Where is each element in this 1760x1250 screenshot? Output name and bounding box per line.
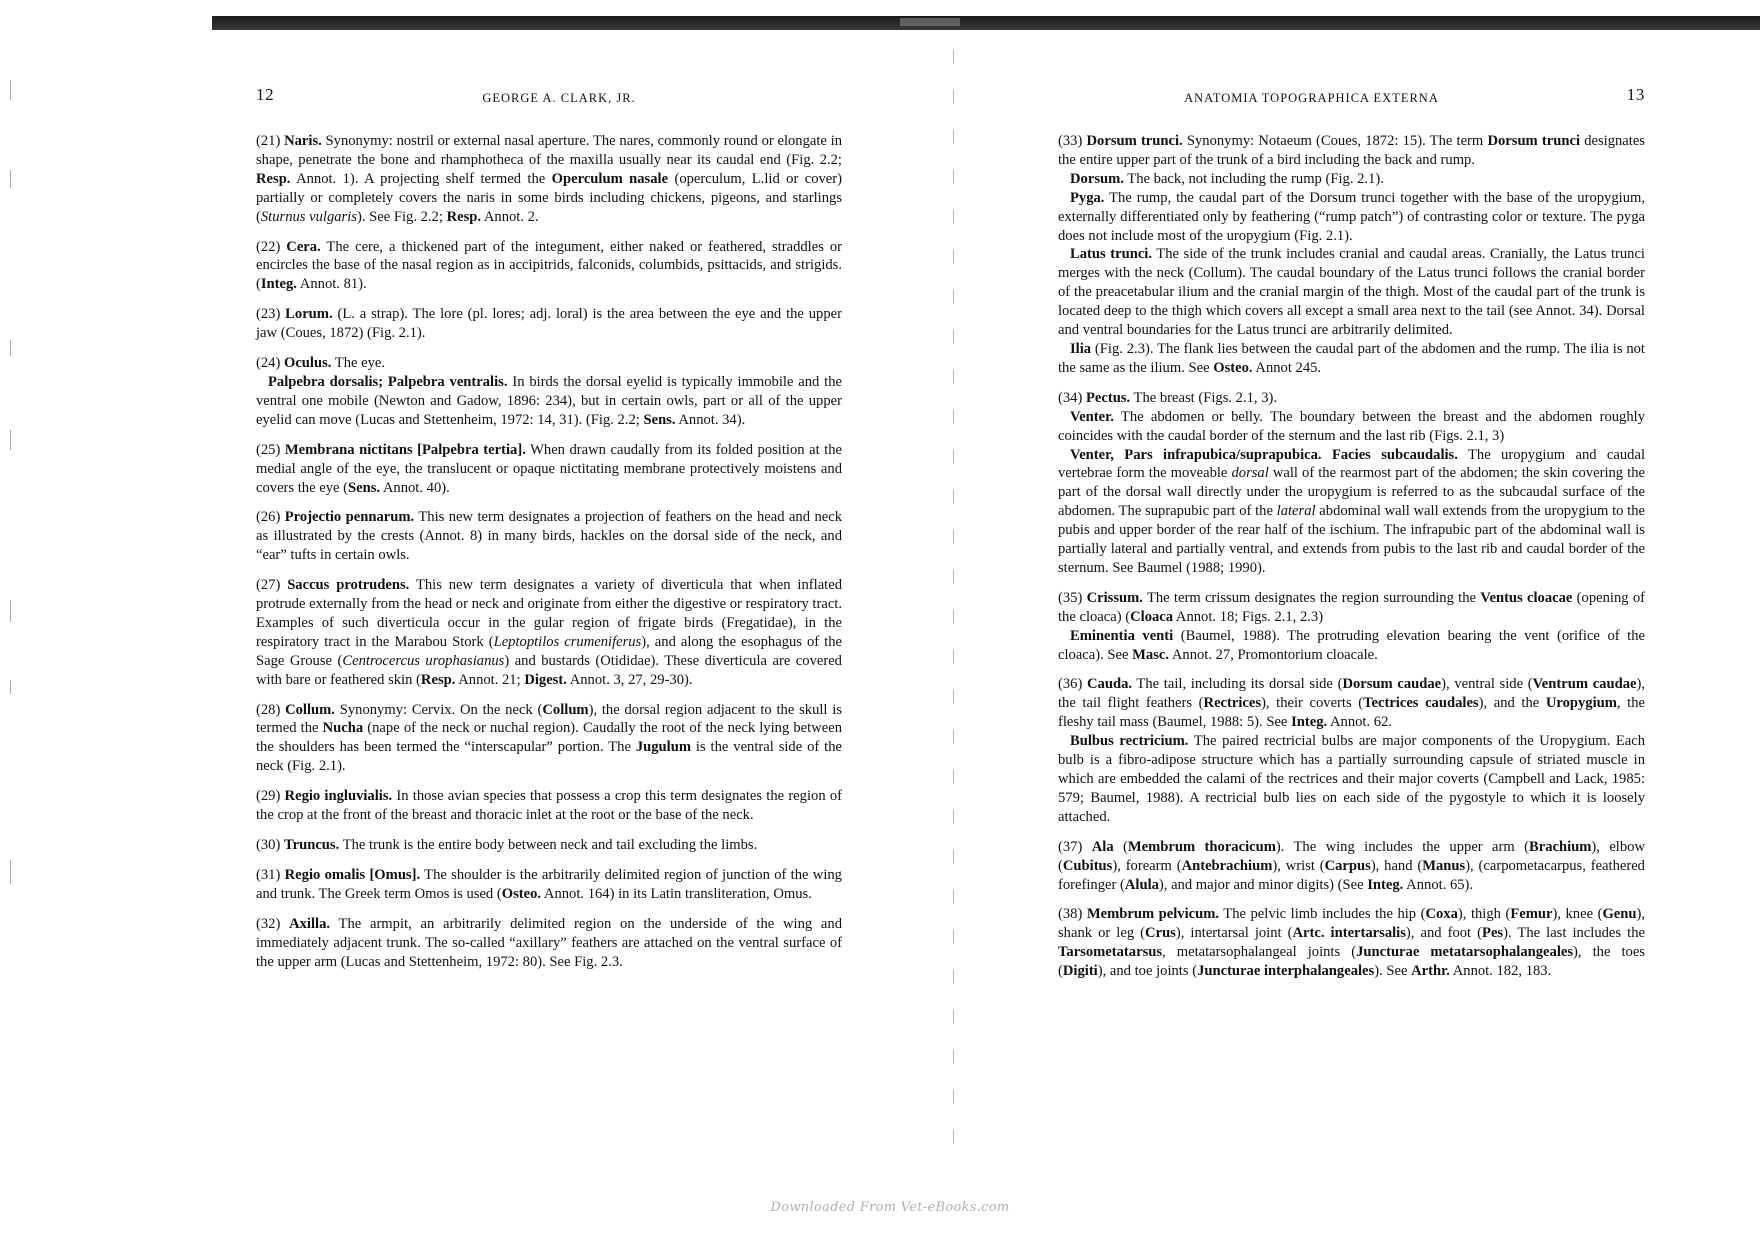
right-page-header (1058, 86, 1645, 108)
entry-paragraph: (22) Cera. The cere, a thickened part of the integument, either naked or feathered, straddles or encircles the base of the nasal region as in accipitrids, falconids, columbids, psittacids, and strigids. (Integ. Annot. 81). (256, 238, 842, 293)
entry-paragraph: (37) Ala (Membrum thoracicum). The wing includes the upper arm (Brachium), elbow (Cubitus), forearm (Antebrachium), wrist (Carpus), hand (Manus), (carpometacarpus, feathered forefinger (Alula), and major and minor digits) (See Integ. Annot. 65). (1058, 838, 1645, 893)
entry-paragraph: (36) Cauda. The tail, including its dorsal side (Dorsum caudae), ventral side (Ventrum caudae), the tail flight feathers (Rectrices), their coverts (Tectrices caudales), and the Uropygium, the fleshy tail mass (Baumel, 1988: 5). See Integ. Annot. 62. (1058, 676, 1645, 731)
entry-subterm-paragraph: Palpebra dorsalis; Palpebra ventralis. In birds the dorsal eyelid is typically immobile and the ventral one mobile (Newton and Gadow, 1896: 234), but in certain owls, part or all of the upper eyelid can move (Lucas and Stettenheim, 1972: 14, 31). (Fig. 2.2; Sens. Annot. 34). (256, 373, 842, 428)
scan-edge-marks (10, 80, 14, 1080)
entry-paragraph: (38) Membrum pelvicum. The pelvic limb includes the hip (Coxa), thigh (Femur), knee (Genu), shank or leg (Crus), intertarsal joint (Artc. intertarsalis), and foot (Pes). The last includes the Tarsometatarsus, metatarsophalangeal joints (Juncturae metatarsophalangeales), the toes (Digiti), and toe joints (Juncturae interphalangeales). See Arthr. Annot. 182, 183. (1058, 906, 1646, 980)
entry-subterm-paragraph: Venter, Pars infrapubica/suprapubica. Facies subcaudalis. The uropygium and caudal vertebrae form the moveable dorsal wall of the rearmost part of the abdomen; the skin covering the part of the dorsal wall directly under the uropygium is referred to as the subcaudal surface of the abdomen. The suprapubic part of the lateral abdominal wall wall extends from the uropygium to the pubis and upper border of the rear half of the ischium. The infrapubic part of the abdominal wall is partially lateral and partially ventral, and extends from pubis to the last rib and caudal border of the sternum. See Baumel (1988; 1990). (1058, 446, 1646, 576)
page-number: 13 (1626, 85, 1645, 104)
glossary-entry (256, 787, 842, 825)
entry-paragraph: (23) Lorum. (L. a strap). The lore (pl. lores; adj. loral) is the area between the eye and the upper jaw (Coues, 1872) (Fig. 2.1). (256, 306, 842, 342)
glossary-entry (256, 866, 842, 904)
glossary-entry (256, 132, 842, 227)
glossary-entry (256, 441, 842, 498)
glossary-entry (1058, 132, 1645, 378)
entry-paragraph: (34) Pectus. The breast (Figs. 2.1, 3). (1058, 389, 1278, 406)
glossary-entry (1058, 389, 1645, 578)
download-watermark: Downloaded From Vet-eBooks.com (770, 1200, 1010, 1215)
entry-paragraph: (28) Collum. Synonymy: Cervix. On the neck (Collum), the dorsal region adjacent to the skull is termed the Nucha (nape of the neck or nuchal region). Caudally the root of the neck lying between the shoulders has been termed the “interscapular” portion. The Jugulum is the ventral side of the neck (Fig. 2.1). (256, 701, 842, 775)
scan-top-bar (212, 16, 1760, 30)
entry-paragraph: (35) Crissum. The term crissum designates the region surrounding the Ventus cloacae (opening of the cloaca) (Cloaca Annot. 18; Figs. 2.1, 2.3) (1058, 589, 1645, 625)
entry-paragraph: (27) Saccus protrudens. This new term designates a variety of diverticula that when inflated protrude externally from the head or neck and originate from either the digestive or respiratory tract. Examples of such diverticula occur in the gular region of frigate birds (Fregatidae), in the respiratory tract in the Marabou Stork (Leptoptilos crumeniferus), and along the esophagus of the Sage Grouse (Centrocercus urophasianus) and bustards (Otididae). These diverticula are covered with bare or feathered skin (Resp. Annot. 21; Digest. Annot. 3, 27, 29-30). (256, 577, 843, 688)
glossary-entry (256, 915, 842, 972)
glossary-entry (1058, 905, 1645, 981)
left-page-entries (256, 132, 842, 971)
page-number: 12 (256, 85, 275, 104)
glossary-entry (256, 305, 842, 343)
glossary-entry (1058, 675, 1645, 826)
glossary-entry (256, 508, 842, 565)
entry-subterm-paragraph: Dorsum. The back, not including the rump (Fig. 2.1). (1070, 170, 1384, 187)
left-page (256, 86, 842, 982)
running-head: ANATOMIA TOPOGRAPHICA EXTERNA (1184, 91, 1439, 105)
right-page-entries (1058, 132, 1645, 981)
scan-top-bar-highlight (900, 18, 960, 26)
entry-paragraph: (32) Axilla. The armpit, an arbitrarily delimited region on the underside of the wing and immediately adjacent trunk. The so-called “axillary” feathers are attached on the ventral surface of the upper arm (Lucas and Stettenheim, 1972: 80). See Fig. 2.3. (256, 915, 842, 970)
entry-subterm-paragraph: Pyga. The rump, the caudal part of the Dorsum trunci together with the base of the uropygium, externally differentiated only by feathering (“rump patch”) of contrasting color or texture. The pyga does not include most of the uropygium (Fig. 2.1). (1058, 189, 1645, 244)
glossary-entry (256, 576, 842, 689)
entry-subterm-paragraph: Bulbus rectricium. The paired rectricial bulbs are major components of the Uropygium. Each bulb is a fibro-adipose structure which has a partially surrounding capsule of striated muscle in which are embedded the calami of the rectrices and their major coverts (Campbell and Lack, 1985: 579; Baumel, 1988). A rectricial bulb lies on each side of the pygostyle to which it is loosely attached. (1058, 733, 1645, 825)
entry-paragraph: (25) Membrana nictitans [Palpebra tertia]. When drawn caudally from its folded position at the medial angle of the eye, the translucent or opaque nictitating membrane protectively moistens and covers the eye (Sens. Annot. 40). (256, 441, 842, 496)
right-page (1058, 86, 1645, 992)
entry-paragraph: (33) Dorsum trunci. Synonymy: Notaeum (Coues, 1872: 15). The term Dorsum trunci designates the entire upper part of the trunk of a bird including the back and rump. (1058, 133, 1645, 168)
entry-paragraph: (29) Regio ingluvialis. In those avian species that possess a crop this term designates the region of the crop at the front of the breast and thoracic inlet at the root or the base of the neck. (256, 788, 842, 824)
entry-paragraph: (26) Projectio pennarum. This new term designates a projection of feathers on the head and neck as illustrated by the crests (Annot. 8) in many birds, hackles on the dorsal side of the neck, and “ear” tufts in certain owls. (256, 509, 842, 564)
entry-subterm-paragraph: Ilia (Fig. 2.3). The flank lies between the caudal part of the abdomen and the rump. The ilia is not the same as the ilium. See Osteo. Annot 245. (1058, 340, 1645, 376)
entry-subterm-paragraph: Latus trunci. The side of the trunk includes cranial and caudal areas. Cranially, the Latus trunci merges with the neck (Collum). The caudal boundary of the Latus trunci follows the cranial border of the preacetabular ilium and the cranial margin of the thigh. Most of the caudal part of the trunk is located deep to the thigh which covers all except a small area next to the tail (see Annot. 34). Dorsal and ventral boundaries for the Latus trunci are arbitrarily delimited. (1058, 246, 1645, 339)
glossary-entry (256, 836, 842, 855)
book-gutter (953, 50, 954, 1160)
entry-paragraph: (31) Regio omalis [Omus]. The shoulder is the arbitrarily delimited region of junction of the wing and trunk. The Greek term Omos is used (Osteo. Annot. 164) in its Latin transliteration, Omus. (256, 866, 842, 902)
glossary-entry (1058, 838, 1645, 895)
running-head: GEORGE A. CLARK, JR. (482, 91, 636, 105)
glossary-entry (256, 238, 842, 295)
glossary-entry (256, 354, 842, 430)
left-page-header (256, 86, 842, 108)
entry-subterm-paragraph: Eminentia venti (Baumel, 1988). The protruding elevation bearing the vent (orifice of the cloaca). See Masc. Annot. 27, Promontorium cloacale. (1058, 627, 1645, 663)
entry-paragraph: (30) Truncus. The trunk is the entire body between neck and tail excluding the limbs. (256, 837, 758, 853)
glossary-entry (1058, 589, 1645, 665)
glossary-entry (256, 701, 842, 777)
entry-paragraph: (24) Oculus. The eye. (256, 355, 386, 372)
entry-paragraph: (21) Naris. Synonymy: nostril or external nasal aperture. The nares, commonly round or elongate in shape, penetrate the bone and rhamphotheca of the maxilla usually near its caudal end (Fig. 2.2; Resp. Annot. 1). A projecting shelf termed the Operculum nasale (operculum, L.lid or cover) partially or completely covers the naris in some birds including chickens, pigeons, and starlings (Sturnus vulgaris). See Fig. 2.2; Resp. Annot. 2. (256, 133, 843, 225)
entry-subterm-paragraph: Venter. The abdomen or belly. The boundary between the breast and the abdomen roughly coincides with the caudal border of the sternum and the last rib (Figs. 2.1, 3) (1058, 408, 1645, 444)
